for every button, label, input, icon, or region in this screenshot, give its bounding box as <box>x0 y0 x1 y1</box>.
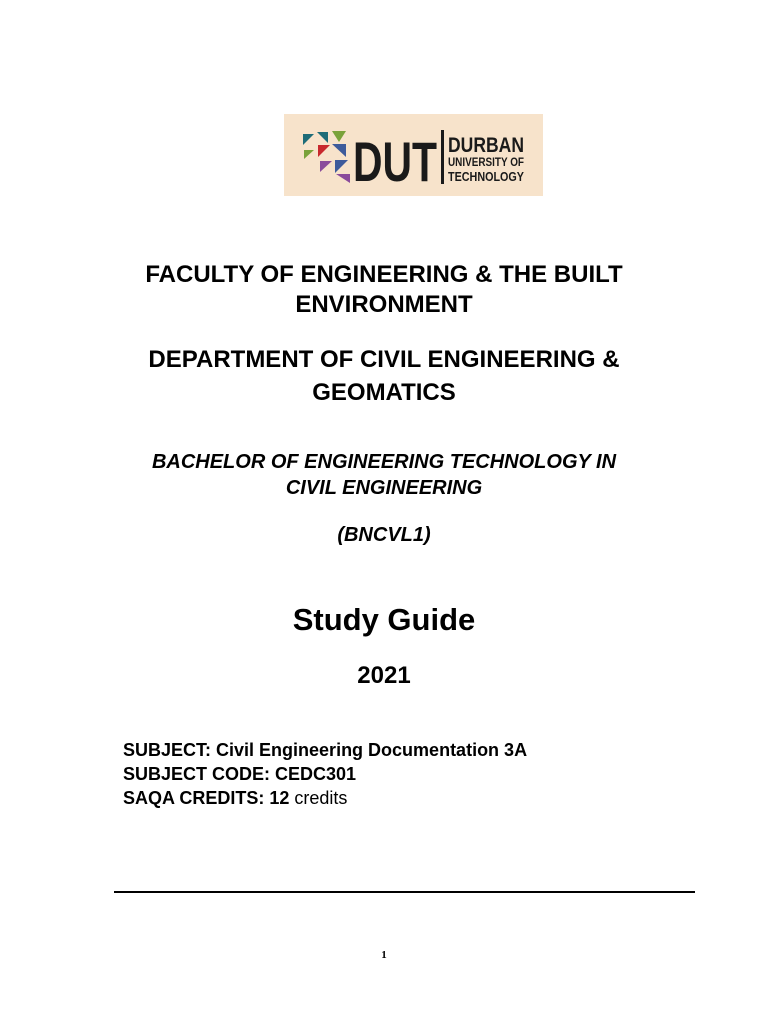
document-title: Study Guide <box>292 602 476 637</box>
logo-line-durban: DURBAN <box>448 134 524 157</box>
department-line-1: DEPARTMENT OF CIVIL ENGINEERING & <box>148 346 620 373</box>
footer-divider <box>114 891 695 893</box>
faculty-line-1: FACULTY OF ENGINEERING & THE BUILT <box>145 261 623 288</box>
saqa-credits-unit: credits <box>294 788 348 808</box>
qualification-line-2: CIVIL ENGINEERING <box>285 477 483 499</box>
faculty-line-2: ENVIRONMENT <box>295 291 473 318</box>
saqa-credits-label: SAQA CREDITS: <box>123 788 265 808</box>
logo-triangles-icon <box>303 131 350 183</box>
qualification-line-1: BACHELOR OF ENGINEERING TECHNOLOGY IN <box>151 451 617 473</box>
qualification-code: (BNCVL1) <box>337 524 431 546</box>
department-line-2: GEOMATICS <box>312 379 456 406</box>
subject-code-value: CEDC301 <box>275 764 357 784</box>
document-year: 2021 <box>357 662 411 689</box>
logo-line-technology: TECHNOLOGY <box>448 169 525 184</box>
logo-wordmark: DUT <box>353 130 437 193</box>
subject-details <box>123 738 527 810</box>
saqa-credits-row <box>123 786 527 810</box>
logo-line-university: UNIVERSITY OF <box>448 155 524 169</box>
dut-logo <box>284 114 543 196</box>
subject-row <box>123 738 527 762</box>
page-number: 1 <box>381 949 387 961</box>
saqa-credits-number: 12 <box>269 788 290 808</box>
faculty-heading <box>0 260 768 320</box>
dut-logo-graphic <box>284 114 543 196</box>
qualification-name <box>0 449 768 501</box>
department-heading <box>0 343 768 409</box>
subject-code-row <box>123 762 527 786</box>
subject-label: SUBJECT: <box>123 740 212 760</box>
subject-value: Civil Engineering Documentation 3A <box>216 740 528 760</box>
subject-code-label: SUBJECT CODE: <box>123 764 271 784</box>
logo-divider <box>441 130 444 184</box>
